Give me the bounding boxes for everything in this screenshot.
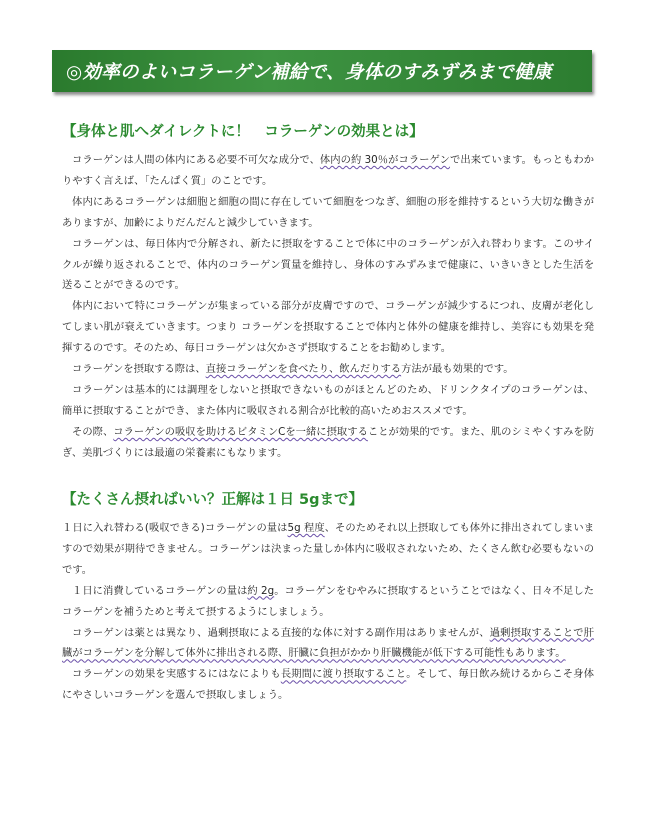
page-title: ◎効率のよいコラーゲン補給で、身体のすみずみまで健康 [66,62,552,83]
paragraph: １日に入れ替わる(吸収できる)コラーゲンの量は5g 程度、そのためそれ以上摂取しても体外に排出されてしまいますので効果が期待できません。コラーゲンは決まった量しか体内に吸収されないため、たくさん飲む必要もないのです。 [62,522,594,576]
section-body-collagen-effects [62,150,594,464]
paragraph: コラーゲンは基本的には調理をしないと摂取できないものがほとんどのため、ドリンクタイプのコラーゲンは、簡単に摂取することができ、また体内に吸収される割合が比較的高いためおススメです。 [62,383,594,417]
underlined-phrase: 約 2g [247,584,275,597]
underlined-phrase: 体内の約 30％がコラーゲン [319,154,451,166]
paragraph: その際、コラーゲンの吸収を助けるビタミンCを一緒に摂取することが効果的です。また、肌のシミやくすみを防ぎ、美肌づくりには最適の栄養素にもなります。 [62,425,595,459]
underlined-phrase: 長期間に渡り摂取すること [280,668,407,681]
paragraph: 体内にあるコラーゲンは細胞と細胞の間に存在していて細胞をつなぎ、細胞の形を維持するという大切な働きがありますが、加齢によりだんだんと減少していきます。 [62,195,594,229]
underlined-phrase: コラーゲンの吸収を助けるビタミンCを一緒に摂取する [113,425,368,438]
paragraph: コラーゲンは人間の体内にある必要不可欠な成分で、体内の約 30％がコラーゲンで出来ています。もっともわかりやすく言えば、「たんぱく質」のことです。 [62,154,594,187]
section-heading-daily-intake: 【たくさん摂ればいい？正解は１日 5gまで】 [62,492,364,508]
underlined-phrase: 5g 程度 [287,522,325,534]
title-banner [52,50,592,92]
underlined-phrase: 過剰摂取することで肝臓がコラーゲンを分解して体外に排出される際、肝臓に負担がかかり肝臓機能が低下する可能性もあります。 [62,626,595,660]
paragraph: コラーゲンの効果を実感するにはなによりも長期間に渡り摂取すること。そして、毎日飲み続けるからこそ身体にやさしいコラーゲンを選んで摂取しましょう。 [62,668,595,702]
section-heading-collagen-effects: 【身体と肌へダイレクトに！ コラーゲンの効果とは】 [62,124,424,140]
section-body-daily-intake [62,518,594,706]
paragraph: 体内において特にコラーゲンが集まっている部分が皮膚ですので、コラーゲンが減少するにつれ、皮膚が老化してしまい肌が衰えていきます。つまり コラーゲンを摂取することで体内と体外の健康を維持し、美容にも効果を発揮するのです。そのため、毎日コラーゲンは欠かさず摂取することをお勧めします。 [62,300,594,355]
paragraph: コラーゲンは薬とは異なり、過剰摂取による直接的な体に対する副作用はありませんが、過剰摂取することで肝臓がコラーゲンを分解して体外に排出される際、肝臓に負担がかかり肝臓機能が低下する可能性もあります。 [62,626,595,660]
paragraph: コラーゲンを摂取する際は、直接コラーゲンを食べたり、飲んだりする方法が最も効果的です。 [72,363,514,376]
paragraph: １日に消費しているコラーゲンの量は約 2g。コラーゲンをむやみに摂取するということではなく、日々不足したコラーゲンを補うためと考えて摂するようにしましょう。 [62,584,594,618]
paragraph: コラーゲンは、毎日体内で分解され、新たに摂取をすることで体に中のコラーゲンが入れ替わります。このサイクルが繰り返されることで、体内のコラーゲン質量を維持し、身体のすみずみまで健康に、いきいきとした生活を送ることができるのです。 [62,237,594,292]
underlined-phrase: 直接コラーゲンを食べたり、飲んだりする [205,363,402,376]
